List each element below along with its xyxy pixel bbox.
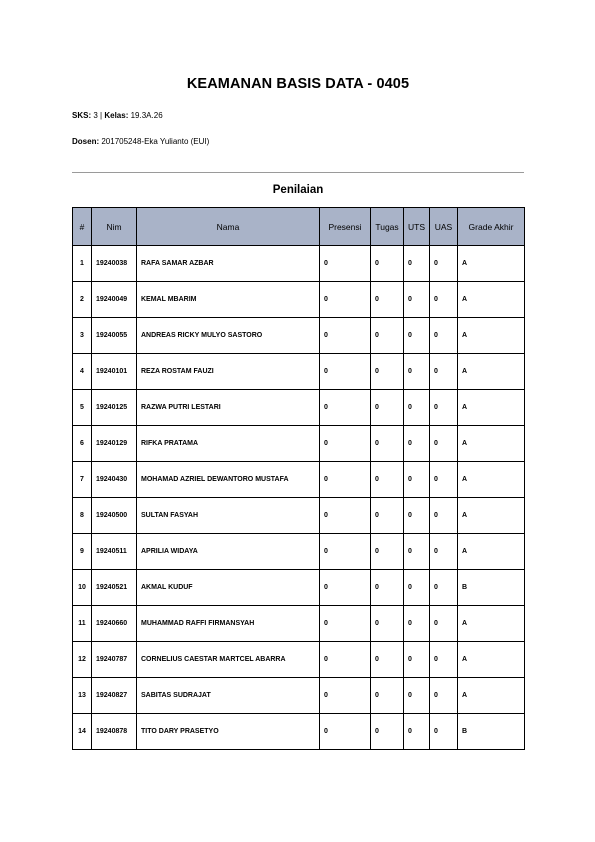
col-header-uts: UTS [404,208,430,246]
cell-nama: CORNELIUS CAESTAR MARTCEL ABARRA [137,642,320,678]
cell-uts: 0 [404,642,430,678]
table-row [73,714,525,750]
col-header-grade: Grade Akhir [458,208,525,246]
cell-presensi: 0 [320,678,371,714]
cell-nama: REZA ROSTAM FAUZI [137,354,320,390]
cell-tugas: 0 [371,354,404,390]
cell-uas: 0 [430,642,458,678]
cell-presensi: 0 [320,246,371,282]
cell-grade: A [458,498,525,534]
cell-presensi: 0 [320,390,371,426]
cell-nim: 19240049 [92,282,137,318]
cell-nim: 19240787 [92,642,137,678]
cell-nim: 19240511 [92,534,137,570]
table-row [73,282,525,318]
cell-index: 8 [73,498,92,534]
cell-presensi: 0 [320,462,371,498]
cell-nama: AKMAL KUDUF [137,570,320,606]
table-row [73,390,525,426]
cell-uts: 0 [404,462,430,498]
cell-grade: A [458,390,525,426]
cell-nama: RAZWA PUTRI LESTARI [137,390,320,426]
cell-nim: 19240101 [92,354,137,390]
cell-uas: 0 [430,570,458,606]
cell-uts: 0 [404,606,430,642]
table-row [73,426,525,462]
divider [72,172,524,173]
cell-nama: MOHAMAD AZRIEL DEWANTORO MUSTAFA [137,462,320,498]
course-info [72,111,163,120]
cell-tugas: 0 [371,642,404,678]
cell-nama: KEMAL MBARIM [137,282,320,318]
cell-presensi: 0 [320,714,371,750]
page-title: KEAMANAN BASIS DATA - 0405 [186,76,410,92]
section-title: Penilaian [272,184,324,196]
cell-nim: 19240125 [92,390,137,426]
cell-presensi: 0 [320,570,371,606]
grades-table [72,207,525,750]
cell-index: 9 [73,534,92,570]
cell-index: 1 [73,246,92,282]
table-header-row [73,208,525,246]
cell-index: 7 [73,462,92,498]
cell-uts: 0 [404,246,430,282]
cell-uts: 0 [404,498,430,534]
cell-nama: TITO DARY PRASETYO [137,714,320,750]
cell-grade: A [458,282,525,318]
cell-uts: 0 [404,282,430,318]
cell-tugas: 0 [371,498,404,534]
col-header-index: # [73,208,92,246]
cell-nim: 19240430 [92,462,137,498]
cell-grade: B [458,570,525,606]
cell-presensi: 0 [320,606,371,642]
cell-grade: A [458,426,525,462]
cell-index: 6 [73,426,92,462]
cell-index: 11 [73,606,92,642]
cell-nim: 19240878 [92,714,137,750]
cell-presensi: 0 [320,354,371,390]
cell-tugas: 0 [371,426,404,462]
cell-uas: 0 [430,354,458,390]
cell-nim: 19240129 [92,426,137,462]
cell-nama: MUHAMMAD RAFFI FIRMANSYAH [137,606,320,642]
lecturer-info [72,137,209,146]
cell-presensi: 0 [320,498,371,534]
cell-presensi: 0 [320,318,371,354]
cell-tugas: 0 [371,318,404,354]
cell-uas: 0 [430,426,458,462]
cell-nim: 19240660 [92,606,137,642]
cell-nim: 19240500 [92,498,137,534]
cell-uas: 0 [430,534,458,570]
table-row [73,498,525,534]
cell-index: 13 [73,678,92,714]
table-row [73,534,525,570]
cell-uts: 0 [404,426,430,462]
table-row [73,462,525,498]
table-row [73,606,525,642]
cell-index: 5 [73,390,92,426]
sks-label: SKS: [72,111,92,120]
cell-uas: 0 [430,318,458,354]
cell-presensi: 0 [320,642,371,678]
cell-presensi: 0 [320,534,371,570]
col-header-uas: UAS [430,208,458,246]
col-header-presensi: Presensi [320,208,371,246]
cell-uas: 0 [430,498,458,534]
dosen-value: 201705248-Eka Yulianto (EUI) [101,137,210,146]
col-header-tugas: Tugas [371,208,404,246]
cell-grade: A [458,534,525,570]
table-row [73,570,525,606]
col-header-nama: Nama [137,208,320,246]
col-header-nim: Nim [92,208,137,246]
cell-uas: 0 [430,606,458,642]
cell-uas: 0 [430,678,458,714]
cell-grade: B [458,714,525,750]
table-row [73,354,525,390]
sks-value: 3 [93,111,98,120]
cell-tugas: 0 [371,390,404,426]
cell-uts: 0 [404,678,430,714]
cell-grade: A [458,642,525,678]
cell-tugas: 0 [371,678,404,714]
cell-tugas: 0 [371,462,404,498]
cell-grade: A [458,318,525,354]
cell-nama: SULTAN FASYAH [137,498,320,534]
cell-grade: A [458,354,525,390]
cell-tugas: 0 [371,246,404,282]
cell-uts: 0 [404,354,430,390]
cell-nim: 19240055 [92,318,137,354]
cell-index: 12 [73,642,92,678]
table-row [73,642,525,678]
table-row [73,678,525,714]
table-body [73,246,525,750]
cell-index: 2 [73,282,92,318]
cell-tugas: 0 [371,606,404,642]
cell-nim: 19240038 [92,246,137,282]
dosen-label: Dosen: [72,137,100,146]
cell-nama: RIFKA PRATAMA [137,426,320,462]
cell-uas: 0 [430,246,458,282]
cell-grade: A [458,462,525,498]
cell-grade: A [458,606,525,642]
kelas-label: Kelas: [104,111,129,120]
cell-index: 10 [73,570,92,606]
cell-uts: 0 [404,570,430,606]
cell-nama: SABITAS SUDRAJAT [137,678,320,714]
cell-presensi: 0 [320,426,371,462]
cell-uts: 0 [404,714,430,750]
cell-uas: 0 [430,462,458,498]
cell-index: 4 [73,354,92,390]
cell-tugas: 0 [371,282,404,318]
cell-uts: 0 [404,534,430,570]
separator: | [100,111,103,120]
cell-uas: 0 [430,282,458,318]
cell-presensi: 0 [320,282,371,318]
table-row [73,318,525,354]
cell-uts: 0 [404,390,430,426]
cell-grade: A [458,246,525,282]
cell-uas: 0 [430,714,458,750]
cell-nama: APRILIA WIDAYA [137,534,320,570]
cell-uas: 0 [430,390,458,426]
cell-index: 14 [73,714,92,750]
cell-nim: 19240827 [92,678,137,714]
cell-grade: A [458,678,525,714]
cell-tugas: 0 [371,534,404,570]
table-row [73,246,525,282]
cell-index: 3 [73,318,92,354]
cell-nim: 19240521 [92,570,137,606]
cell-nama: RAFA SAMAR AZBAR [137,246,320,282]
cell-nama: ANDREAS RICKY MULYO SASTORO [137,318,320,354]
cell-uts: 0 [404,318,430,354]
kelas-value: 19.3A.26 [130,111,163,120]
cell-tugas: 0 [371,714,404,750]
cell-tugas: 0 [371,570,404,606]
